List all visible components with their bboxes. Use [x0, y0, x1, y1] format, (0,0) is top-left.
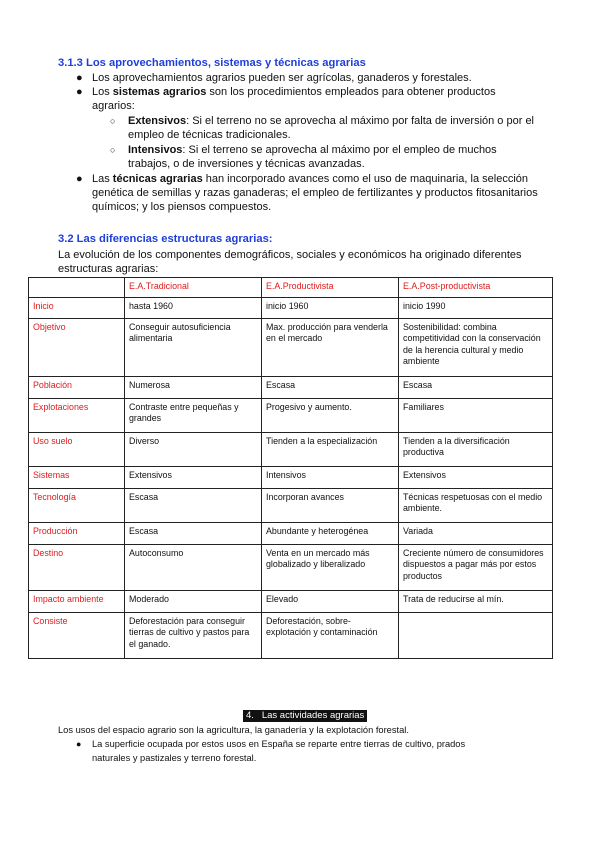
bullet-icon: ● — [76, 86, 83, 98]
estructuras-agrarias-table — [28, 277, 553, 659]
table-cell: Tienden a la especialización — [262, 432, 399, 466]
table-cell: Escasa — [125, 488, 262, 522]
table-row — [29, 488, 553, 522]
table-cell — [399, 612, 553, 658]
table-header-cell — [29, 278, 125, 298]
table-cell: Autoconsumo — [125, 544, 262, 590]
table-cell: inicio 1990 — [399, 297, 553, 318]
subbullet-extensivos-cont: empleo de técnicas tradicionales. — [128, 129, 291, 141]
section-4-line1: Los usos del espacio agrario son la agricultura, la ganadería y la explotación forestal. — [58, 725, 409, 735]
table-cell: Conseguir autosuficiencia alimentaria — [125, 318, 262, 376]
row-label: Uso suelo — [29, 432, 125, 466]
table-row — [29, 590, 553, 612]
table-cell: Venta en un mercado más globalizado y liberalizado — [262, 544, 399, 590]
table-cell: Elevado — [262, 590, 399, 612]
table-row — [29, 376, 553, 398]
table-cell: Progesivo y aumento. — [262, 398, 399, 432]
table-row — [29, 544, 553, 590]
table-cell: Tienden a la diversificación productiva — [399, 432, 553, 466]
row-label: Inicio — [29, 297, 125, 318]
bullet-sistemas-cont: agrarios: — [92, 100, 135, 112]
table-header-row — [29, 278, 553, 298]
section-313-heading: 3.1.3 Los aprovechamientos, sistemas y técnicas agrarias — [58, 57, 366, 69]
row-label: Consiste — [29, 612, 125, 658]
bullet-tecnicas-cont2: químicos; y los piensos compuestos. — [92, 201, 272, 213]
row-label: Objetivo — [29, 318, 125, 376]
table-cell: Variada — [399, 522, 553, 544]
table-row — [29, 432, 553, 466]
table-cell: Moderado — [125, 590, 262, 612]
subbullet-intensivos-cont: trabajos, o de inversiones y técnicas avanzadas. — [128, 158, 365, 170]
table-cell: Abundante y heterogénea — [262, 522, 399, 544]
circle-bullet-icon: ○ — [110, 145, 116, 155]
table-cell: Intensivos — [262, 466, 399, 488]
table-cell: Técnicas respetuosas con el medio ambiente. — [399, 488, 553, 522]
document-page: 3.1.3 Los aprovechamientos, sistemas y técnicas agrarias ● Los aprovechamientos agrarios pueden ser agrícolas, ganaderos y forestales. ● Los sistemas agrarios son los procedimientos empleados para obtener productos agrarios: ○ Extensivos: Si el terreno no se aprovecha al máximo por falta de inversión o por el empleo de técnicas tradicionales. ○ Intensivos: Si el terreno se aprovecha al máximo por el empleo de muchos trabajos, o de inversiones y técnicas avanzadas. ● Las técnicas agrarias han incorporado avances como el uso de maquinaria, la selección genética de semillas y razas ganaderas; el empleo de fertilizantes y productos fitosanitarios químicos; y los piensos compuestos. 3.2 Las diferencias estructuras agrarias: La evolución de los componentes demográficos, sociales y económicos ha originado diferentes estructuras agrarias: E.A.Tradicional E.A.Productivista E.A.Post-productivista Inicio hasta 1960 inicio 1960 inicio 1990 Objetivo Conseguir autosuficiencia alimentaria Max. producción para venderla en el mercado Sostenibilidad: combina competitividad con la conservación de la herencia cultural y medio ambiente Población Numerosa Escasa Escasa Explotaciones Contraste entre pequeñas y grandes Progesivo y aumento. Familiares Uso suelo Diverso Tienden a la especialización Tienden a la diversificación productiva Sistemas Extensivos Intensivos Extensivos Tecnología Escasa Incorporan avances Técnicas respetuosas con el medio ambiente. Producción Escasa Abundante y heterogénea Variada Destino Autoconsumo Venta en un mercado más globalizado y liberalizado Creciente número de consumidores dispuestos a pagar más por estos productos Impacto ambiente Moderado Elevado Trata de reducirse al mín. Consiste Deforestación para conseguir tierras de cultivo y pastos para el ganado. Deforestación, sobre-explotación y contaminación 4. Las actividades agrarias Los usos del espacio agrario son la agricultura, la ganadería y la explotación forestal. ● La superficie ocupada por estos usos en España se reparte entre tierras de cultivo, prados naturales y pastizales y terreno forestal. — [0, 0, 600, 848]
bullet-icon: ● — [76, 72, 83, 84]
table-cell: hasta 1960 — [125, 297, 262, 318]
table-cell: Escasa — [262, 376, 399, 398]
row-label: Explotaciones — [29, 398, 125, 432]
row-label: Tecnología — [29, 488, 125, 522]
section-32-intro-line1: La evolución de los componentes demográficos, sociales y económicos ha originado diferentes — [58, 249, 522, 261]
section-4-heading: 4. Las actividades agrarias — [243, 710, 367, 722]
table-row — [29, 398, 553, 432]
row-label: Destino — [29, 544, 125, 590]
table-cell: Diverso — [125, 432, 262, 466]
table-cell: Contraste entre pequeñas y grandes — [125, 398, 262, 432]
table-cell: Escasa — [125, 522, 262, 544]
table-cell: Extensivos — [125, 466, 262, 488]
table-header-cell: E.A.Post-productivista — [399, 278, 553, 298]
bullet-icon: ● — [76, 739, 82, 749]
circle-bullet-icon: ○ — [110, 116, 116, 126]
bullet-icon: ● — [76, 173, 83, 185]
table-cell: Incorporan avances — [262, 488, 399, 522]
table-header-cell: E.A.Productivista — [262, 278, 399, 298]
table-row — [29, 522, 553, 544]
table-cell: Trata de reducirse al mín. — [399, 590, 553, 612]
row-label: Población — [29, 376, 125, 398]
table-row — [29, 612, 553, 658]
bullet-tecnicas-cont1: genética de semillas y razas ganaderas; el empleo de fertilizantes y productos fitosanitarios — [92, 187, 538, 199]
table-row — [29, 318, 553, 376]
table-cell: Sostenibilidad: combina competitividad con la conservación de la herencia cultural y medio ambiente — [399, 318, 553, 376]
row-label: Impacto ambiente — [29, 590, 125, 612]
table-cell: Deforestación para conseguir tierras de cultivo y pastos para el ganado. — [125, 612, 262, 658]
table-cell: Deforestación, sobre-explotación y contaminación — [262, 612, 399, 658]
table-row — [29, 297, 553, 318]
row-label: Sistemas — [29, 466, 125, 488]
table-cell: Max. producción para venderla en el mercado — [262, 318, 399, 376]
table-cell: Familiares — [399, 398, 553, 432]
row-label: Producción — [29, 522, 125, 544]
table-cell: Extensivos — [399, 466, 553, 488]
section-32-heading: 3.2 Las diferencias estructuras agrarias: — [58, 233, 273, 245]
table-header-cell: E.A.Tradicional — [125, 278, 262, 298]
table-cell: Creciente número de consumidores dispuestos a pagar más por estos productos — [399, 544, 553, 590]
section-4-bullet-cont: naturales y pastizales y terreno forestal. — [92, 753, 257, 763]
table-cell: Numerosa — [125, 376, 262, 398]
table-cell: inicio 1960 — [262, 297, 399, 318]
table-row — [29, 466, 553, 488]
section-32-intro-line2: estructuras agrarias: — [58, 263, 159, 275]
table-cell: Escasa — [399, 376, 553, 398]
